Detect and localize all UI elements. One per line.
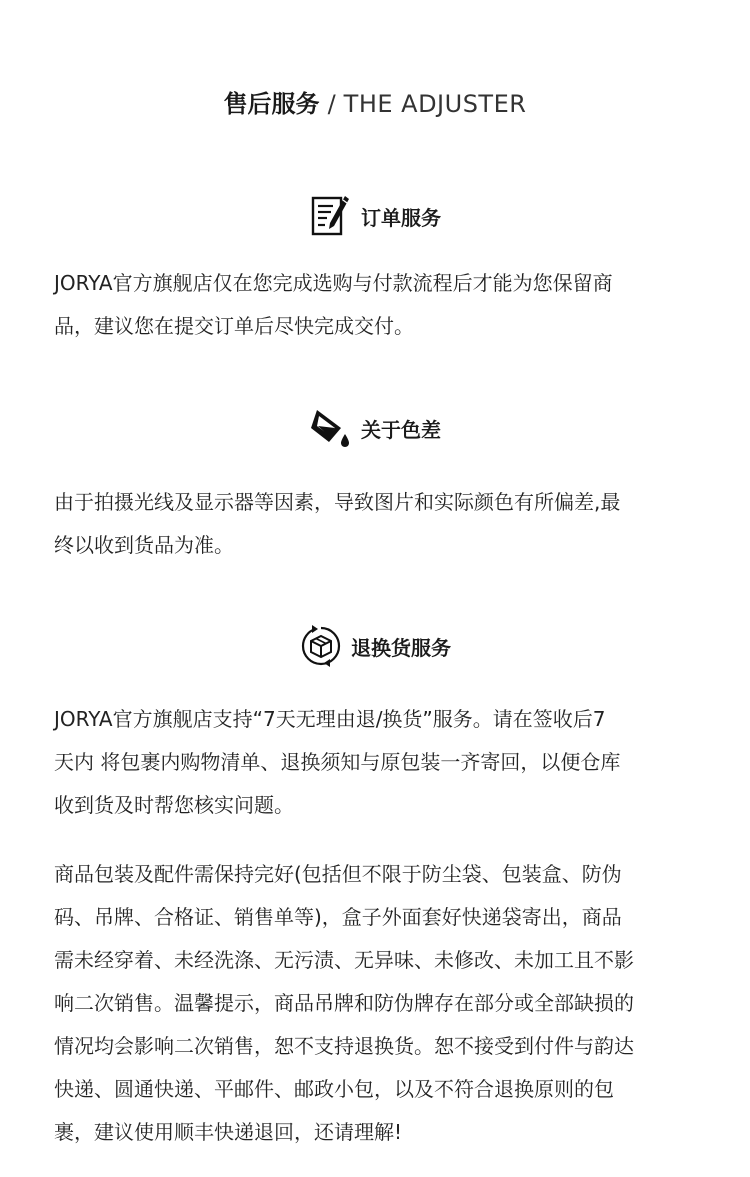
paragraph-line: JORYA官方旗舰店仅在您完成选购与付款流程后才能为您保留商 <box>54 271 613 295</box>
section-heading-return-service: 退换货服务 <box>351 635 451 660</box>
page-title <box>0 84 750 124</box>
return-service-paragraph-2 <box>54 853 694 1154</box>
section-header-color-difference <box>0 406 750 450</box>
paragraph-line: 响二次销售。温馨提示，商品吊牌和防伪牌存在部分或全部缺损的 <box>54 991 634 1015</box>
return-box-icon <box>299 624 343 668</box>
paragraph-line: 由于拍摄光线及显示器等因素，导致图片和实际颜色有所偏差,最 <box>54 490 621 514</box>
paragraph-line: 收到货及时帮您核实问题。 <box>54 793 294 817</box>
paragraph-line: 天内 将包裹内购物清单、退换须知与原包装一齐寄回，以便仓库 <box>54 750 621 774</box>
page-title-separator: / <box>327 90 336 118</box>
paragraph-line: 裹，建议使用顺丰快递退回，还请理解! <box>54 1120 403 1144</box>
paint-bucket-icon <box>309 406 353 450</box>
paragraph-line: 需未经穿着、未经洗涤、无污渍、无异味、未修改、未加工且不影 <box>54 948 634 972</box>
section-header-return-service <box>0 624 750 668</box>
paragraph-line: 快递、圆通快递、平邮件、邮政小包，以及不符合退换原则的包 <box>54 1077 614 1101</box>
section-heading-color-difference: 关于色差 <box>361 417 441 442</box>
return-service-paragraph-1 <box>54 698 694 827</box>
pen-paper-icon <box>309 194 353 238</box>
paragraph-line: JORYA官方旗舰店支持“7天无理由退/换货”服务。请在签收后7 <box>54 707 606 731</box>
paragraph-line: 商品包装及配件需保持完好(包括但不限于防尘袋、包装盒、防伪 <box>54 862 622 886</box>
paragraph-line: 终以收到货品为准。 <box>54 533 234 557</box>
section-heading-order-service: 订单服务 <box>361 205 441 230</box>
paragraph-line: 情况均会影响二次销售，恕不支持退换货。恕不接受到付件与韵达 <box>54 1034 634 1058</box>
color-difference-paragraph <box>54 481 694 567</box>
section-header-order-service <box>0 194 750 238</box>
paragraph-line: 品，建议您在提交订单后尽快完成交付。 <box>54 314 414 338</box>
page-title-en: THE ADJUSTER <box>343 90 527 118</box>
order-service-paragraph <box>54 262 694 348</box>
page-title-cn: 售后服务 <box>223 90 320 118</box>
paragraph-line: 码、吊牌、合格证、销售单等)，盒子外面套好快递袋寄出，商品 <box>54 905 622 929</box>
